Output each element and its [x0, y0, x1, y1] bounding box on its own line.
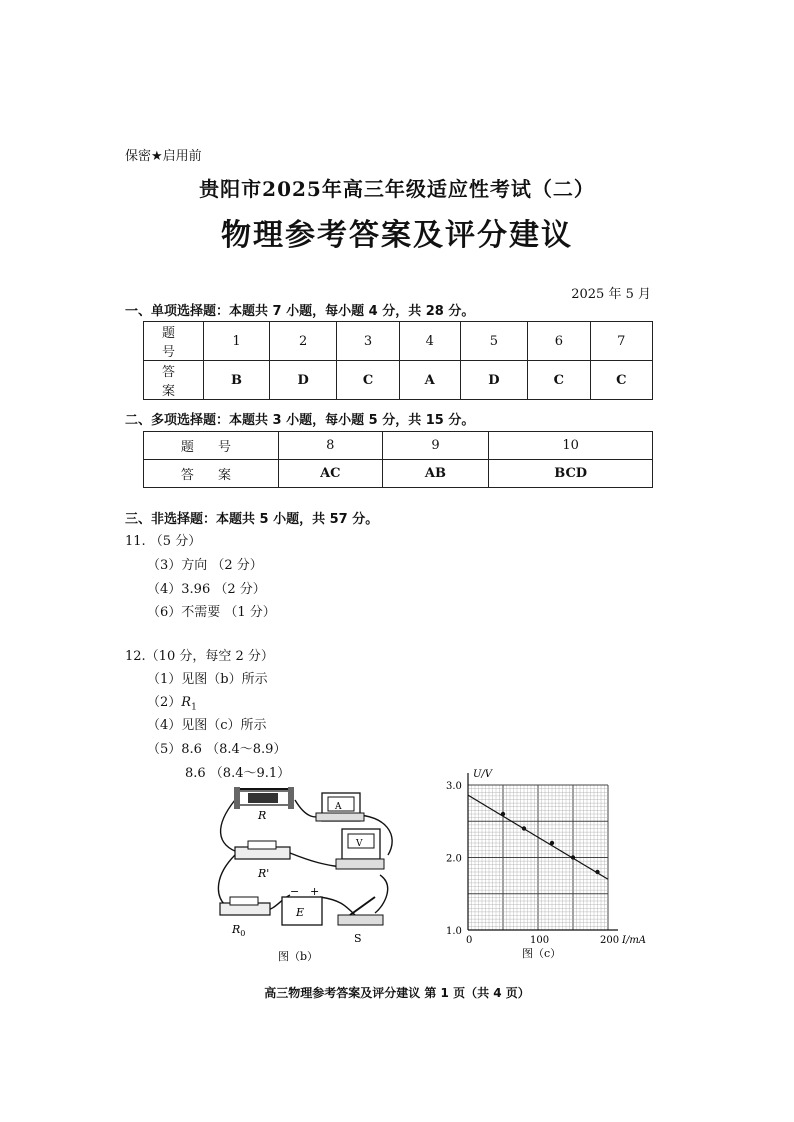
- table-cell: AB: [382, 460, 489, 488]
- data-point: [595, 870, 599, 874]
- table-cell: C: [337, 361, 399, 400]
- data-point: [522, 826, 526, 830]
- x-tick-label: 200: [600, 935, 620, 946]
- table-cell: 3: [337, 322, 399, 361]
- row-label: 答 案: [144, 361, 204, 400]
- exam-title: 贵阳市2025年高三年级适应性考试（二）: [199, 177, 595, 201]
- table-cell: 7: [590, 322, 652, 361]
- label-R0: [231, 923, 245, 938]
- data-point: [501, 812, 505, 816]
- rheostat: [234, 787, 294, 809]
- table-cell: D: [269, 361, 336, 400]
- secret-label: 保密★启用前: [125, 149, 202, 164]
- label-E: E: [296, 906, 305, 919]
- section1-number-row: [144, 322, 653, 361]
- q12-line: （1）见图（b）所示: [147, 672, 268, 687]
- table-cell: 4: [399, 322, 460, 361]
- label-R0-sub: 0: [240, 929, 246, 938]
- label-R: R: [258, 809, 267, 822]
- table-cell: C: [528, 361, 590, 400]
- x-tick-label: 0: [466, 935, 473, 946]
- resistor-sub: 1: [191, 702, 197, 713]
- resistor-var: R: [181, 695, 192, 710]
- page-footer: 高三物理参考答案及评分建议 第 1 页（共 4 页）: [264, 986, 530, 1000]
- table-cell: A: [399, 361, 460, 400]
- table-cell: B: [204, 361, 270, 400]
- table-cell: 8: [279, 432, 383, 460]
- wire: [375, 875, 388, 913]
- ui-chart: [430, 769, 660, 965]
- q12-line: 8.6 （8.4～9.1）: [185, 766, 291, 781]
- figure-b-caption: 图（b）: [278, 950, 319, 963]
- y-tick-label: 1.0: [446, 926, 462, 937]
- section1-table: [143, 321, 653, 400]
- section3-heading: 三、非选择题：本题共 5 小题，共 57 分。: [125, 512, 379, 527]
- table-cell: D: [460, 361, 527, 400]
- row-label: 题 号: [144, 322, 204, 361]
- x-axis-label: I/mA: [622, 935, 647, 946]
- row-label: 答 案: [144, 460, 279, 488]
- q12-line: [147, 691, 197, 713]
- data-point: [550, 841, 554, 845]
- label-R0-letter: R: [232, 923, 241, 936]
- page-title: 物理参考答案及评分建议: [221, 218, 573, 253]
- switch: [338, 897, 383, 925]
- q12-title: 12.（10 分，每空 2 分）: [125, 649, 274, 664]
- table-cell: BCD: [489, 460, 653, 488]
- table-cell: 5: [460, 322, 527, 361]
- chart-grid: [468, 785, 608, 930]
- q11-line: （3）方向 （2 分）: [147, 558, 263, 573]
- circuit-figure: [210, 785, 410, 965]
- figure-c-caption: 图（c）: [522, 947, 562, 960]
- section1-answer-row: [144, 361, 653, 400]
- table-cell: 2: [269, 322, 336, 361]
- q12-line: （5）8.6 （8.4～8.9）: [147, 742, 287, 757]
- battery-plus: +: [310, 885, 320, 898]
- section2-heading: 二、多项选择题：本题共 3 小题，每小题 5 分，共 15 分。: [125, 413, 475, 428]
- exam-date: 2025 年 5 月: [571, 287, 651, 302]
- voltmeter: [336, 829, 384, 869]
- label-S: S: [354, 932, 362, 945]
- q11-line: （4）3.96 （2 分）: [147, 582, 266, 597]
- table-cell: 10: [489, 432, 653, 460]
- ammeter-label: A: [335, 802, 342, 812]
- table-cell: 9: [382, 432, 489, 460]
- q11-line: （6）不需要 （1 分）: [147, 605, 276, 620]
- q12-line: （4）见图（c）所示: [147, 718, 267, 733]
- q12-line-prefix: （2）: [147, 695, 182, 710]
- section2-number-row: [144, 432, 653, 460]
- y-tick-label: 3.0: [446, 781, 462, 792]
- section1-heading: 一、单项选择题：本题共 7 小题，每小题 4 分，共 28 分。: [125, 304, 475, 319]
- table-cell: 6: [528, 322, 590, 361]
- table-cell: 1: [204, 322, 270, 361]
- section2-table: [143, 431, 653, 488]
- label-R-prime: R': [258, 867, 270, 880]
- x-tick-label: 100: [530, 935, 550, 946]
- battery-minus: −: [290, 885, 300, 898]
- resistor-r-prime: [235, 841, 290, 859]
- voltmeter-label: V: [356, 839, 363, 849]
- table-cell: AC: [279, 460, 383, 488]
- q11-title: 11. （5 分）: [125, 534, 202, 549]
- wire: [290, 853, 340, 867]
- table-cell: C: [590, 361, 652, 400]
- resistor-r0: [220, 897, 270, 915]
- wire: [320, 897, 355, 915]
- data-point: [571, 855, 575, 859]
- section2-answer-row: [144, 460, 653, 488]
- y-tick-label: 2.0: [446, 853, 462, 865]
- y-axis-label: U/V: [473, 769, 493, 780]
- row-label: 题 号: [144, 432, 279, 460]
